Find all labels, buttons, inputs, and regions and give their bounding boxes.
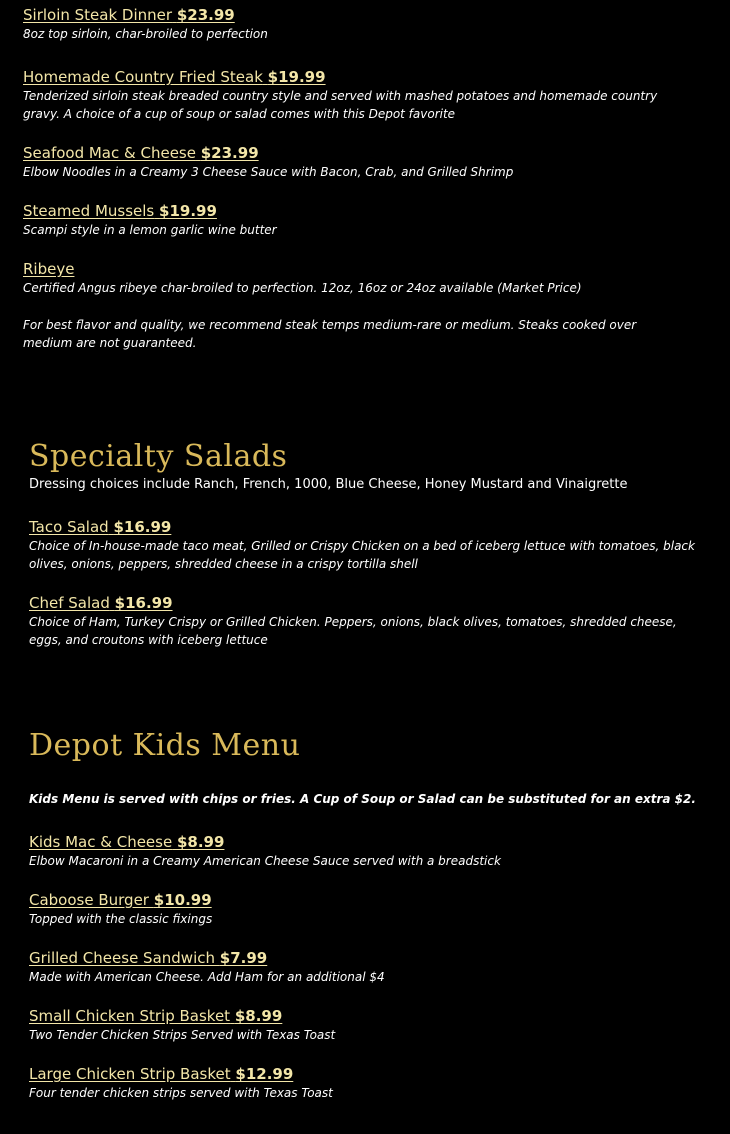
menu-item: [23, 143, 683, 181]
item-description: 8oz top sirloin, char-broiled to perfection: [23, 27, 268, 41]
item-description: Certified Angus ribeye char-broiled to perfection. 12oz, 16oz or 24oz available (Market Price): [23, 281, 582, 295]
item-name: Caboose Burger: [29, 891, 149, 909]
item-price: $23.99: [176, 6, 235, 24]
item-price: $10.99: [153, 891, 212, 909]
item-price: $7.99: [219, 949, 268, 967]
item-description: Two Tender Chicken Strips Served with Texas Toast: [29, 1028, 336, 1042]
section-title-kids: Depot Kids Menu: [29, 728, 301, 763]
item-description: Four tender chicken strips served with Texas Toast: [29, 1086, 333, 1100]
item-name: Chef Salad: [29, 594, 110, 612]
menu-item: [23, 5, 683, 43]
item-name: Steamed Mussels: [23, 202, 155, 220]
item-description: Tenderized sirloin steak breaded country style and served with mashed potatoes and homemade country gravy. A choice of a cup of soup or salad comes with this Depot favorite: [23, 89, 658, 121]
menu-item: [29, 1064, 699, 1102]
item-description: Elbow Macaroni in a Creamy American Cheese Sauce served with a breadstick: [29, 854, 501, 868]
item-price: $8.99: [234, 1007, 283, 1025]
item-title-link[interactable]: [23, 259, 683, 279]
item-price: $16.99: [114, 594, 173, 612]
menu-item: [29, 517, 699, 573]
item-title-link[interactable]: [23, 67, 683, 87]
section-title-salads: Specialty Salads: [29, 439, 288, 474]
item-description: Choice of In-house-made taco meat, Grilled or Crispy Chicken on a bed of iceberg lettuce with tomatoes, black olives, onions, peppers, shredded cheese in a crispy tortilla shell: [29, 539, 695, 571]
menu-item: [23, 67, 683, 123]
item-title-link[interactable]: [29, 948, 699, 968]
item-price: $23.99: [200, 144, 259, 162]
menu-item: [29, 1006, 699, 1044]
item-description: Scampi style in a lemon garlic wine butter: [23, 223, 277, 237]
item-name: Large Chicken Strip Basket: [29, 1065, 231, 1083]
menu-item: [29, 948, 699, 986]
item-title-link[interactable]: [29, 1064, 699, 1084]
item-name: Seafood Mac & Cheese: [23, 144, 196, 162]
item-title-link[interactable]: [29, 517, 699, 537]
menu-item: [23, 201, 683, 239]
item-price: $12.99: [235, 1065, 294, 1083]
item-title-link[interactable]: [29, 832, 699, 852]
menu-item: [29, 593, 699, 649]
item-title-link[interactable]: [29, 890, 699, 910]
item-price: $8.99: [176, 833, 225, 851]
item-title-link[interactable]: [23, 5, 683, 25]
item-title-link[interactable]: [29, 1006, 699, 1026]
kids-menu-note: Kids Menu is served with chips or fries. A Cup of Soup or Salad can be substituted for an extra $2.: [29, 792, 696, 806]
menu-item: [23, 259, 683, 297]
item-description: Made with American Cheese. Add Ham for an additional $4: [29, 970, 385, 984]
item-title-link[interactable]: [23, 201, 683, 221]
item-name: Sirloin Steak Dinner: [23, 6, 173, 24]
item-name: Kids Mac & Cheese: [29, 833, 173, 851]
item-name: Grilled Cheese Sandwich: [29, 949, 215, 967]
item-description: Elbow Noodles in a Creamy 3 Cheese Sauce with Bacon, Crab, and Grilled Shrimp: [23, 165, 514, 179]
item-price: $19.99: [267, 68, 326, 86]
item-name: Ribeye: [23, 260, 75, 278]
dressing-note: Dressing choices include Ranch, French, 1000, Blue Cheese, Honey Mustard and Vinaigrette: [29, 477, 628, 492]
item-name: Small Chicken Strip Basket: [29, 1007, 231, 1025]
item-price: $19.99: [159, 202, 217, 220]
steak-temp-note: For best flavor and quality, we recommend steak temps medium-rare or medium. Steaks cooked over medium are not guaranteed.: [23, 318, 637, 350]
item-title-link[interactable]: [23, 143, 683, 163]
item-description: Choice of Ham, Turkey Crispy or Grilled Chicken. Peppers, onions, black olives, tomatoes, shredded cheese, eggs, and croutons with iceberg lettuce: [29, 615, 677, 647]
menu-item: [29, 890, 699, 928]
item-name: Homemade Country Fried Steak: [23, 68, 263, 86]
item-name: Taco Salad: [29, 518, 109, 536]
item-price: $16.99: [113, 518, 172, 536]
menu-item: [29, 832, 699, 870]
item-description: Topped with the classic fixings: [29, 912, 213, 926]
item-title-link[interactable]: [29, 593, 699, 613]
